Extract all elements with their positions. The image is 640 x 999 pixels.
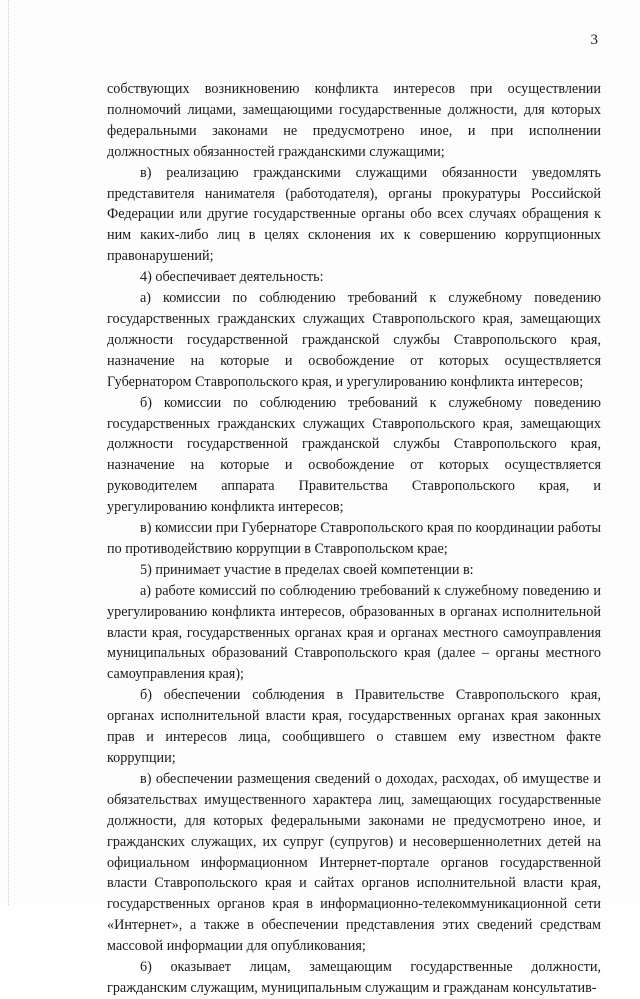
paragraph-item-v-notification: в) реализацию гражданскими служащими обязанности уведомлять представителя нанимателя (работодателя), органы прокуратуры Российской Федерации или другие государственные органы обо всех случаях обращения к ним каких-либо лиц в целях склонения их к совершению коррупционных правонарушений; xyxy=(107,164,601,265)
document-body xyxy=(107,79,601,999)
paragraph-item-4: 4) обеспечивает деятельность: xyxy=(140,269,324,286)
page-edge-divider xyxy=(8,0,10,905)
paragraph-item-4v: в) комиссии при Губернаторе Ставропольского края по координации работы по противодействию коррупции в Ставропольском крае; xyxy=(107,520,601,557)
paragraph-item-5: 5) принимает участие в пределах своей компетенции в: xyxy=(140,561,474,578)
paragraph-item-6: 6) оказывает лицам, замещающим государственные должности, гражданским служащим, муниципальным служащим и гражданам консультатив- xyxy=(107,959,601,996)
paragraph-item-4b: б) комиссии по соблюдению требований к служебному поведению государственных гражданских служащих Ставропольского края, замещающих должности государственной гражданской службы Ставропольского края, назначение на которые и освобождение от которых осуществляется руководителем аппарата Правительства Ставропольского края, и урегулированию конфликта интересов; xyxy=(107,394,601,516)
paragraph-item-4a: а) комиссии по соблюдению требований к служебному поведению государственных гражданских служащих Ставропольского края, замещающих должности государственной гражданской службы Ставропольского края, назначение на которые и освобождение от которых осуществляется Губернатором Ставропольского края, и урегулированию конфликта интересов; xyxy=(107,290,601,390)
paragraph-continuation: собствующих возникновению конфликта интересов при осуществлении полномочий лицами, замещающими государственные должности, для которых федеральными законами не предусмотрено иное, и при исполнении должностных обязанностей гражданскими служащими; xyxy=(107,81,601,160)
paragraph-item-5v: в) обеспечении размещения сведений о доходах, расходах, об имуществе и обязательствах имущественного характера лиц, замещающих государственные должности, для которых федеральными законами не предусмотрено иное, и гражданских служащих, их супруг (супругов) и несовершеннолетних детей на официальном информационном Интернет-портале органов государственной власти Ставропольского края и сайтах органов исполнительной власти края, государственных органов края в информационно-телекоммуникационной сети «Интернет», а также в обеспечении представления этих сведений средствам массовой информации для опубликования; xyxy=(107,770,601,955)
page-number: 3 xyxy=(590,32,598,48)
paragraph-item-5b: б) обеспечении соблюдения в Правительстве Ставропольского края, органах исполнительной власти края, государственных органах края законных прав и интересов лица, сообщившего о ставшем ему известном факте коррупции; xyxy=(107,687,601,766)
paragraph-item-5a: а) работе комиссий по соблюдению требований к служебному поведению и урегулированию конфликта интересов, образованных в органах исполнительной власти края, государственных органах края и органах местного самоуправления муниципальных образований Ставропольского края (далее – органы местного самоуправления края); xyxy=(107,582,601,683)
